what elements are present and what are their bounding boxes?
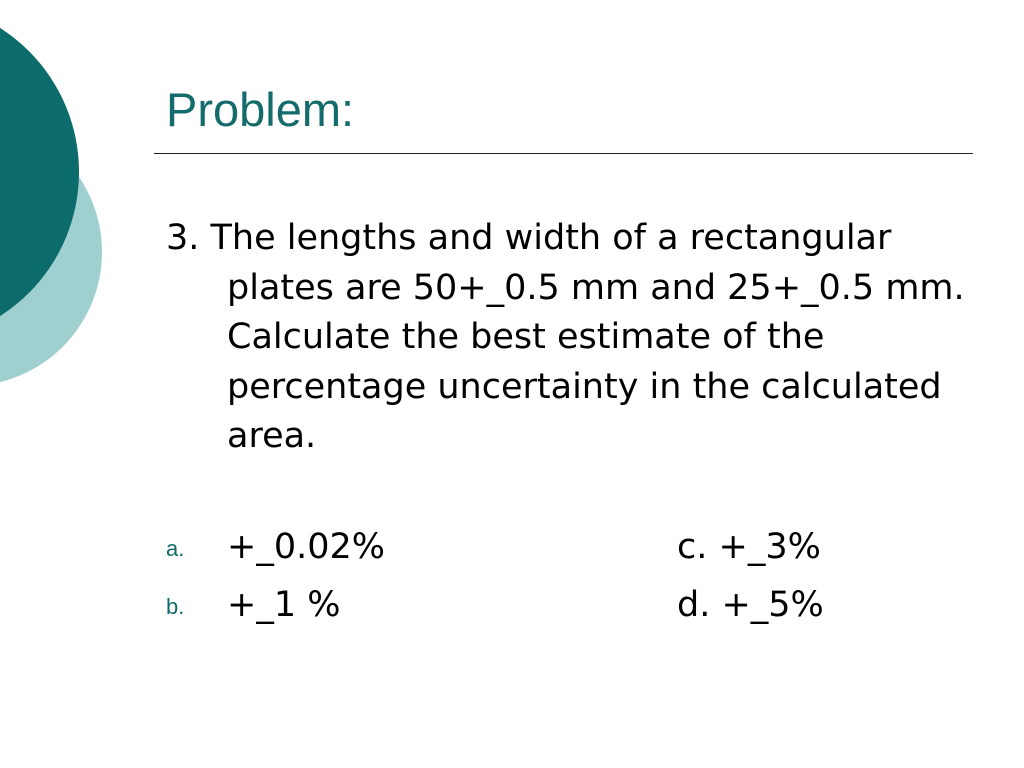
question-text: 3. The lengths and width of a rectangular plates are 50+_0.5 mm and 25+_0.5 mm. Calculate the best estimate of the percentage uncertainty in the calculated area.	[166, 218, 965, 456]
slide-title: Problem:	[166, 83, 355, 136]
option-b-text: +_1 %	[227, 585, 341, 625]
option-d-text: d. +_5%	[677, 585, 824, 625]
option-a-text: +_0.02%	[227, 527, 386, 567]
title-divider	[154, 153, 973, 154]
option-letter-b: b.	[166, 594, 185, 619]
option-c-text: c. +_3%	[677, 527, 821, 567]
option-row-a	[166, 522, 926, 572]
decorative-circles	[0, 0, 110, 410]
option-row-b	[166, 580, 926, 630]
option-letter-a: a.	[166, 536, 185, 561]
